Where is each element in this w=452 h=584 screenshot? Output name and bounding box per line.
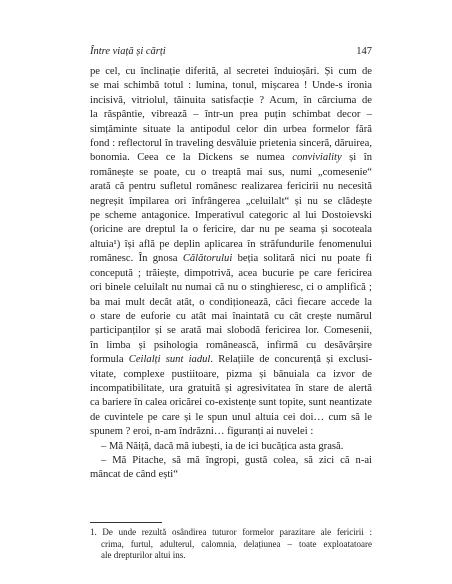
text-line: concepută ; trăiește, dimpotrivă, acea bucurie pe care fericirea (90, 267, 372, 279)
footnote-line: 1. De unde rezultă osândirea tuturor formelor parazitare ale fericirii : (90, 527, 372, 537)
text-line: ori binele celuilalt nu numai că nu o stinghieresc, ci o amplifică ; (90, 282, 372, 294)
text-line: o stare de euforie cu atât mai înaintată cu cât crește numărul (90, 310, 372, 322)
running-title: Între viață și cărți (90, 46, 166, 57)
text-line: românesc. În gnosa Călătorului bețiа solitară nici nu poate fi (90, 253, 372, 265)
body-text (90, 65, 372, 483)
text-line: formula Ceilalți sunt iadul. Relațiile de concurență și exclusi- (90, 354, 372, 366)
text-line: arată că pentru sufletul românesc realizarea fericirii nu necesită (90, 181, 372, 193)
text-line: românește se poate, cu o treaptă mai sus, numi „comesenie“ (90, 166, 372, 178)
footnote-divider (90, 522, 162, 523)
text-line: altuia¹) își află pe deplin aplicarea în străfundurile fenomenului (90, 238, 372, 250)
text-line: mâncat de când ești“ (90, 469, 178, 481)
text-line: pe scheme antagonice. Imperativul categoric al lui Dostoievski (90, 210, 372, 222)
text-line: participanților și se arată mai slobodă fericirea lor. Comesenii, (90, 325, 372, 337)
text-line: pe cel, cu înclinație diferită, al secretei înduioșări. Și cum de (90, 66, 372, 77)
text-line: la răspântie, vibrează – într-un prea puțin schimbat decor – (90, 109, 372, 121)
text-line: de cuvintele pe care și le spun unul altuia cei doi… cum să le (90, 411, 372, 423)
italic-term: conviviality (292, 152, 342, 164)
footnote (90, 527, 372, 562)
text-line: simțăminte situate la antipodul celor din urbea formelor fără (90, 123, 372, 135)
text-line: se mai schimbă totul : lumina, tonul, mișcarea ! Unde-s ironia (90, 80, 372, 92)
dialogue-line: – Mă Pitache, să mă îngropi, gustă colea, să zici că n-ai (101, 454, 372, 466)
text-line: spunem ? eroi, n-am îndrăzni… figuranți ai nuvelei : (90, 426, 314, 438)
italic-term: Călătorului (182, 253, 233, 265)
text-line: incisivă, vitriolul, tăinuita satisfacție ? Acum, în cârciuma de (90, 94, 372, 106)
text-line: (oricine are dreptul la o fericire, dar nu pe seama și socoteala (90, 224, 372, 236)
footnote-line: crima, furtul, adulterul, calomnia, delațiunea – toate exploatatoare (101, 538, 372, 549)
text-line: ca barierе în calea oricărei co-existențe sunt topite, sunt neantizate (90, 397, 372, 409)
text-line: fond : reflectorul în traveling desvăluie prietenia sinceră, dăruirea, (90, 138, 372, 150)
footnote-line: ale drepturilor altui ins. (101, 550, 186, 560)
text-line: bonomia. Ceea ce la Dickens se numea conviviality și în (90, 152, 372, 164)
text-line: ba mai mult decât atât, o condiționează, căci fiecare accede la (90, 296, 372, 308)
text-line: în limba și psihologia românească, infirmă cu desăvârșire (90, 339, 372, 351)
text-line: vitate, complexe pustiitoare, pizma și bănuiala ca izvor de (90, 368, 372, 380)
dialogue-line: – Mă Năiță, dacă mă iubești, ia de ici bucățica asta grasă. (101, 440, 344, 452)
text-line: negreșit împilarea ori înfrângerea „celuilalt“ și nu se clădește (90, 195, 372, 207)
italic-term: Ceilalți sunt iadul (128, 354, 211, 366)
text-line: incompatibilitate, ura gratuită și agresivitatea în stare de alertă (90, 382, 372, 394)
page-number: 147 (356, 46, 372, 57)
